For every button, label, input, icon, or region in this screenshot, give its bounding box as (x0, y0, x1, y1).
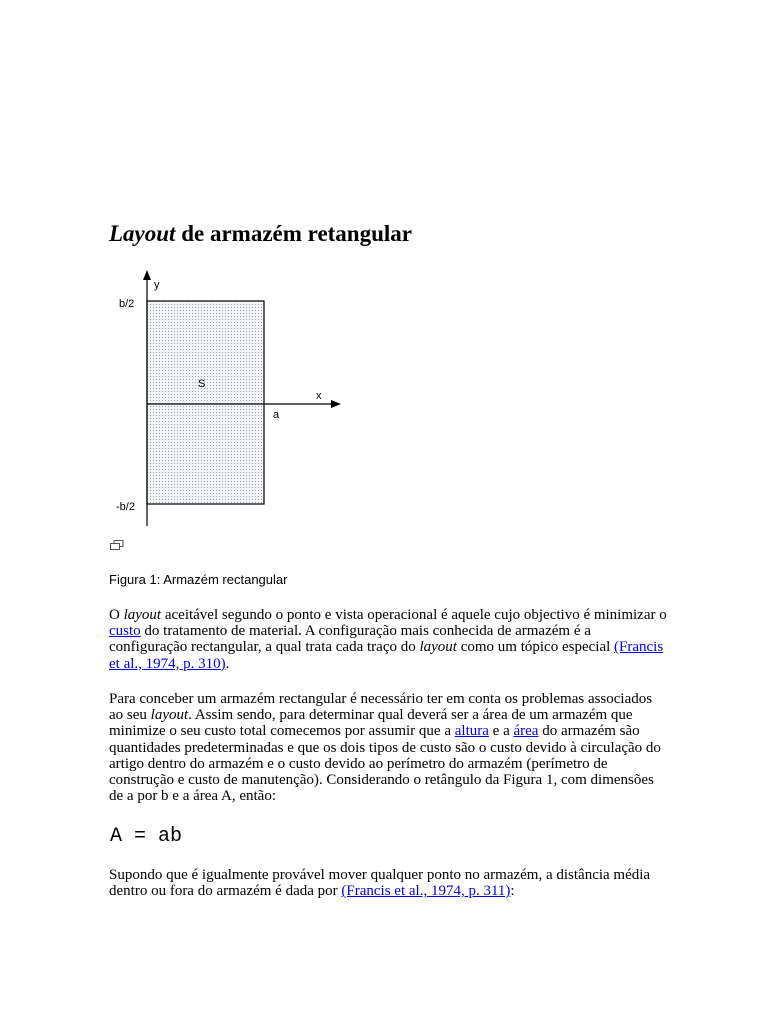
citation-link[interactable]: (Francis et al., 1974, p. 310) (109, 639, 664, 672)
x-axis-label: x (316, 390, 322, 402)
top-label: b/2 (119, 298, 135, 310)
italic-text: layout (123, 607, 162, 623)
a-label: a (273, 409, 280, 421)
paragraph-2 (109, 691, 669, 804)
paragraph-1 (109, 607, 669, 672)
figure-caption: Figura 1: Armazém rectangular (109, 572, 288, 587)
link-altura[interactable]: altura (454, 723, 489, 740)
page-title (109, 219, 412, 249)
italic-text: layout (150, 707, 189, 724)
y-axis-label: y (154, 279, 160, 291)
area-label: S (198, 378, 206, 390)
text: do tratamento de material. A configuração mais conhecida de armazém é a configuração rectangular, a qual trata cada traço do (109, 623, 591, 656)
figure-image-icon[interactable] (110, 540, 124, 550)
italic-text: layout (419, 639, 457, 656)
text: do armazém são quantidades predeterminadas e que os dois tipos de custo são o custo devido à circulação do artigo dentro do armazém e o custo devido ao perímetro do armazém (perímetro de construção e custo de manutenção). Considerando o retângulo da Figura 1, com dimensões de a por b e a área A, então: (109, 723, 661, 805)
x-axis-arrow (331, 400, 341, 408)
rectangular-warehouse-figure (108, 262, 348, 532)
text: Para conceber um armazém rectangular é necessário ter em conta os problemas associados ao seu (109, 691, 653, 724)
text: aceitável segundo o ponto e vista operacional é aquele cujo objectivo é minimizar o (161, 607, 667, 623)
area-formula: A = ab (110, 825, 183, 848)
text: . Assim sendo, para determinar qual deverá ser a área de um armazém que minimize o seu custo total comecemos por assumir que a (109, 707, 633, 740)
text: como um tópico especial (456, 639, 615, 656)
text: : (510, 883, 515, 900)
text: O (109, 607, 124, 623)
y-axis-arrow (143, 270, 151, 280)
warehouse-rectangle (147, 301, 264, 504)
link-custo[interactable]: custo (109, 623, 141, 640)
title-italic: Layout (109, 221, 176, 246)
link-area[interactable]: área (513, 723, 539, 740)
text: Supondo que é igualmente provável mover qualquer ponto no armazém, a distância média dentro ou fora do armazém é dada por (109, 867, 651, 900)
citation-link[interactable]: (Francis et al., 1974, p. 311) (341, 883, 511, 900)
bottom-label: -b/2 (116, 501, 135, 513)
paragraph-3 (109, 867, 669, 899)
title-rest: de armazém retangular (175, 221, 412, 246)
text: . (225, 655, 230, 672)
text: e a (488, 723, 514, 740)
